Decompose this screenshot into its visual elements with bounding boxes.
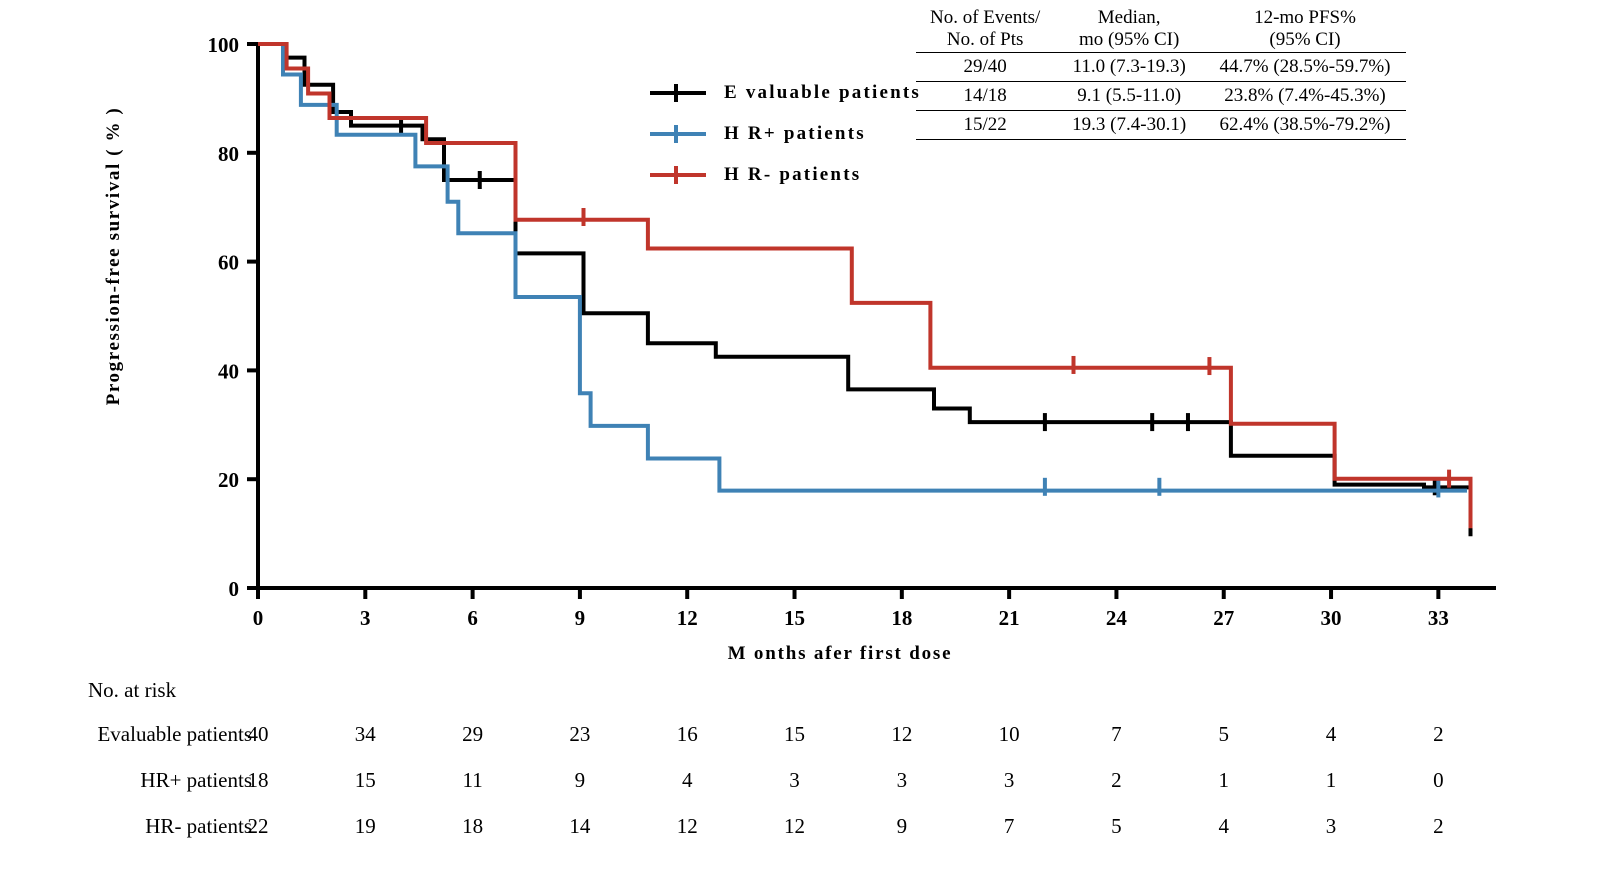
risk-cell: 5 — [1111, 814, 1122, 838]
risk-cell: 11 — [462, 768, 483, 792]
summary-cell-pfs12: 44.7% (28.5%-59.7%) — [1219, 55, 1391, 77]
risk-row-label: Evaluable patients — [97, 722, 252, 746]
summary-cell-median: 11.0 (7.3-19.3) — [1072, 55, 1186, 77]
risk-row-label: HR- patients — [145, 814, 252, 838]
risk-row-hr-positive — [0, 768, 1618, 814]
risk-cell: 14 — [569, 814, 591, 838]
legend-item — [650, 113, 921, 154]
legend-label-evaluable: E valuable patients — [724, 81, 921, 103]
risk-cell: 7 — [1003, 814, 1015, 838]
x-axis-label: M onths afer first dose — [727, 643, 953, 664]
legend-swatch-hr-negative — [650, 173, 706, 177]
risk-cell: 10 — [998, 722, 1020, 746]
svg-text:3: 3 — [360, 606, 371, 630]
risk-cell: 29 — [462, 722, 484, 746]
risk-cell: 4 — [681, 768, 693, 792]
risk-cell: 7 — [1111, 722, 1122, 746]
risk-cell: 12 — [784, 814, 806, 838]
legend-label-hr-positive: H R+ patients — [724, 122, 866, 144]
svg-text:33: 33 — [1427, 606, 1449, 630]
summary-cell-events: 14/18 — [963, 84, 1007, 106]
risk-cell: 40 — [247, 722, 269, 746]
svg-text:6: 6 — [467, 606, 478, 630]
summary-cell-pfs12: 62.4% (38.5%-79.2%) — [1219, 113, 1391, 135]
risk-row-evaluable — [0, 722, 1618, 768]
risk-cell: 3 — [1325, 814, 1337, 838]
risk-cell: 34 — [354, 722, 376, 746]
svg-text:12: 12 — [676, 606, 698, 630]
risk-cell: 4 — [1218, 814, 1229, 838]
svg-text:30: 30 — [1320, 606, 1342, 630]
svg-text:21: 21 — [998, 606, 1020, 630]
svg-text:0: 0 — [228, 577, 239, 601]
summary-header-row — [916, 6, 1406, 52]
svg-text:24: 24 — [1105, 606, 1127, 630]
risk-cell: 22 — [247, 814, 269, 838]
risk-cell: 2 — [1111, 768, 1122, 792]
svg-text:9: 9 — [574, 606, 586, 630]
svg-text:18: 18 — [891, 606, 913, 630]
risk-cell: 9 — [574, 768, 586, 792]
risk-row-label: HR+ patients — [140, 768, 252, 792]
risk-cell: 18 — [462, 814, 484, 838]
risk-cell: 1 — [1218, 768, 1229, 792]
svg-text:80: 80 — [218, 141, 239, 166]
summary-row — [916, 81, 1406, 110]
risk-cell: 12 — [676, 814, 698, 838]
svg-text:100: 100 — [207, 33, 239, 57]
risk-cell: 2 — [1433, 814, 1444, 838]
legend-item — [650, 154, 921, 195]
risk-cell: 4 — [1325, 722, 1337, 746]
legend-label-hr-negative: H R- patients — [724, 163, 862, 185]
risk-cell: 3 — [789, 768, 800, 792]
risk-cell: 23 — [569, 722, 591, 746]
svg-text:20: 20 — [218, 468, 239, 493]
svg-text:15: 15 — [784, 606, 806, 630]
risk-cell: 15 — [784, 722, 806, 746]
y-axis-label: Progression-free survival ( % ) — [103, 106, 124, 406]
summary-table — [916, 6, 1406, 140]
summary-cell-median: 19.3 (7.4-30.1) — [1072, 113, 1187, 135]
summary-header-median: Median, mo (95% CI) — [1079, 7, 1180, 50]
risk-cell: 0 — [1433, 768, 1444, 792]
risk-table-title: No. at risk — [88, 678, 177, 702]
svg-text:0: 0 — [252, 606, 264, 630]
summary-header-events: No. of Events/ No. of Pts — [930, 7, 1041, 50]
summary-row — [916, 52, 1406, 81]
legend-swatch-evaluable — [650, 91, 706, 95]
legend — [650, 72, 921, 195]
risk-cell: 1 — [1325, 768, 1337, 792]
risk-cell: 2 — [1433, 722, 1444, 746]
summary-cell-events: 15/22 — [963, 113, 1007, 135]
legend-item — [650, 72, 921, 113]
risk-cell: 16 — [676, 722, 698, 746]
summary-cell-pfs12: 23.8% (7.4%-45.3%) — [1224, 84, 1386, 106]
risk-cell: 12 — [891, 722, 913, 746]
summary-cell-events: 29/40 — [963, 55, 1007, 77]
risk-cell: 3 — [896, 768, 908, 792]
risk-cell: 19 — [354, 814, 376, 838]
risk-row-hr-negative — [0, 814, 1618, 860]
risk-cell: 15 — [354, 768, 376, 792]
summary-row — [916, 110, 1406, 139]
svg-text:27: 27 — [1213, 606, 1235, 630]
svg-text:60: 60 — [218, 250, 239, 275]
risk-cell: 5 — [1218, 722, 1229, 746]
summary-cell-median: 9.1 (5.5-11.0) — [1077, 84, 1182, 106]
risk-cell: 9 — [896, 814, 908, 838]
risk-cell: 3 — [1003, 768, 1015, 792]
legend-swatch-hr-positive — [650, 132, 706, 136]
summary-header-pfs12: 12-mo PFS% (95% CI) — [1254, 7, 1356, 50]
risk-cell: 18 — [247, 768, 269, 792]
svg-text:40: 40 — [218, 359, 239, 384]
